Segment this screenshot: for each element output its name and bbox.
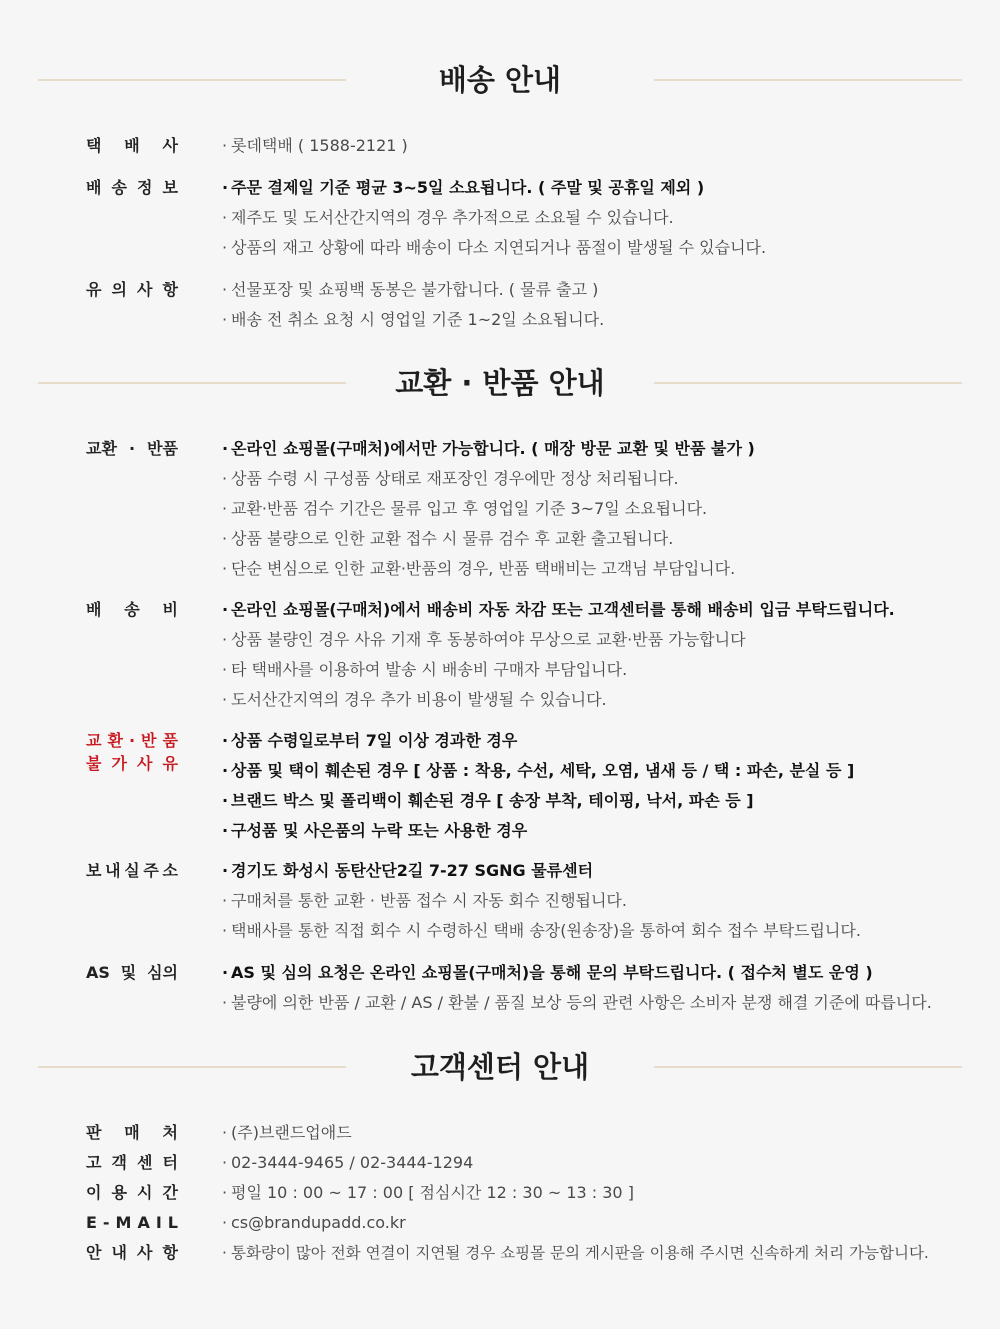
section-title: 배송 안내: [438, 63, 562, 97]
list-item: · 도서산간지역의 경우 추가 비용이 발생될 수 있습니다.: [222, 690, 607, 709]
list-item: · 온라인 쇼핑몰(구매처)에서 배송비 자동 차감 또는 고객센터를 통해 배송비 입금 부탁드립니다.: [222, 600, 895, 619]
list-item: · 교환·반품 검수 기간은 물류 입고 후 영업일 기준 3~7일 소요됩니다.: [222, 499, 708, 518]
list-item: · 상품 수령 시 구성품 상태로 재포장인 경우에만 정상 처리됩니다.: [222, 469, 679, 488]
divider: [38, 382, 346, 384]
list-item: · 통화량이 많아 전화 연결이 지연될 경우 쇼핑몰 문의 게시판을 이용해 주시면 신속하게 처리 가능합니다.: [222, 1244, 929, 1262]
list-item: · 배송 전 취소 요청 시 영업일 기준 1~2일 소요됩니다.: [222, 310, 605, 329]
list-item: · 상품의 재고 상황에 따라 배송이 다소 지연되거나 품절이 발생될 수 있습니다.: [222, 238, 767, 257]
row-label: 배 송 정 보: [86, 178, 178, 197]
divider: [654, 382, 962, 384]
list-item: · 상품 불량으로 인한 교환 접수 시 물류 검수 후 교환 출고됩니다.: [222, 529, 674, 548]
list-item: · 경기도 화성시 동탄산단2길 7-27 SGNG 물류센터: [222, 861, 594, 880]
list-item: · 평일 10 : 00 ~ 17 : 00 [ 점심시간 12 : 30 ~ 13 : 30 ]: [222, 1183, 634, 1202]
divider: [654, 1066, 962, 1068]
row-label: 고 객 센 터: [86, 1153, 178, 1172]
divider: [38, 1066, 346, 1068]
row-label: 판 매 처: [86, 1123, 178, 1142]
row-label: AS 및 심의: [86, 963, 178, 982]
list-item: · 단순 변심으로 인한 교환·반품의 경우, 반품 택배비는 고객님 부담입니다.: [222, 559, 736, 578]
row-label: 유 의 사 항: [86, 280, 178, 299]
list-item: · 브랜드 박스 및 폴리백이 훼손된 경우 [ 송장 부착, 테이핑, 낙서, 파손 등 ]: [222, 791, 754, 810]
section-title: 고객센터 안내: [410, 1050, 590, 1084]
row-label: E - M A I L: [86, 1213, 178, 1232]
list-item: · 주문 결제일 기준 평균 3~5일 소요됩니다. ( 주말 및 공휴일 제외 ): [222, 178, 705, 197]
list-item: · 불량에 의한 반품 / 교환 / AS / 환불 / 품질 보상 등의 관련 사항은 소비자 분쟁 해결 기준에 따릅니다.: [222, 993, 932, 1012]
list-item: · (주)브랜드업애드: [222, 1123, 352, 1142]
row-label: 교 환 · 반 품 불 가 사 유: [86, 731, 178, 773]
section-title: 교환 · 반품 안내: [395, 366, 605, 400]
section-exchange-header: [0, 353, 1000, 413]
section-customer-header: [0, 1037, 1000, 1097]
list-item: · AS 및 심의 요청은 온라인 쇼핑몰(구매처)을 통해 문의 부탁드립니다. ( 접수처 별도 운영 ): [222, 963, 873, 982]
divider: [38, 79, 346, 81]
list-item: · 제주도 및 도서산간지역의 경우 추가적으로 소요될 수 있습니다.: [222, 208, 674, 227]
row-label: 교환 · 반품: [86, 439, 178, 458]
row-label: 택 배 사: [86, 136, 178, 155]
list-item: · 상품 불량인 경우 사유 기재 후 동봉하여야 무상으로 교환·반품 가능합니다: [222, 630, 746, 649]
list-item: · 상품 및 택이 훼손된 경우 [ 상품 : 착용, 수선, 세탁, 오염, 냄새 등 / 택 : 파손, 분실 등 ]: [222, 761, 855, 780]
list-item: · 타 택배사를 이용하여 발송 시 배송비 구매자 부담입니다.: [222, 660, 628, 679]
row-label: 이 용 시 간: [86, 1183, 178, 1202]
row-label: 배 송 비: [86, 600, 178, 619]
list-item: · 롯데택배 ( 1588-2121 ): [222, 136, 408, 155]
list-item: · 구성품 및 사은품의 누락 또는 사용한 경우: [222, 821, 528, 840]
row-label: 안 내 사 항: [86, 1243, 178, 1262]
divider: [654, 79, 962, 81]
list-item: · 구매처를 통한 교환 · 반품 접수 시 자동 회수 진행됩니다.: [222, 891, 627, 910]
row-label: 보 내 실 주 소: [86, 861, 178, 880]
phone-numbers: · 02-3444-9465 / 02-3444-1294: [222, 1153, 474, 1172]
list-item: · 택배사를 통한 직접 회수 시 수령하신 택배 송장(원송장)을 통하여 회수 접수 부탁드립니다.: [222, 921, 861, 940]
list-item: · 온라인 쇼핑몰(구매처)에서만 가능합니다. ( 매장 방문 교환 및 반품 불가 ): [222, 439, 755, 458]
list-item: · 선물포장 및 쇼핑백 동봉은 불가합니다. ( 물류 출고 ): [222, 280, 599, 299]
list-item: · 상품 수령일로부터 7일 이상 경과한 경우: [222, 731, 518, 750]
section-delivery-header: [0, 50, 1000, 110]
email-text: · cs@brandupadd.co.kr: [222, 1213, 406, 1232]
